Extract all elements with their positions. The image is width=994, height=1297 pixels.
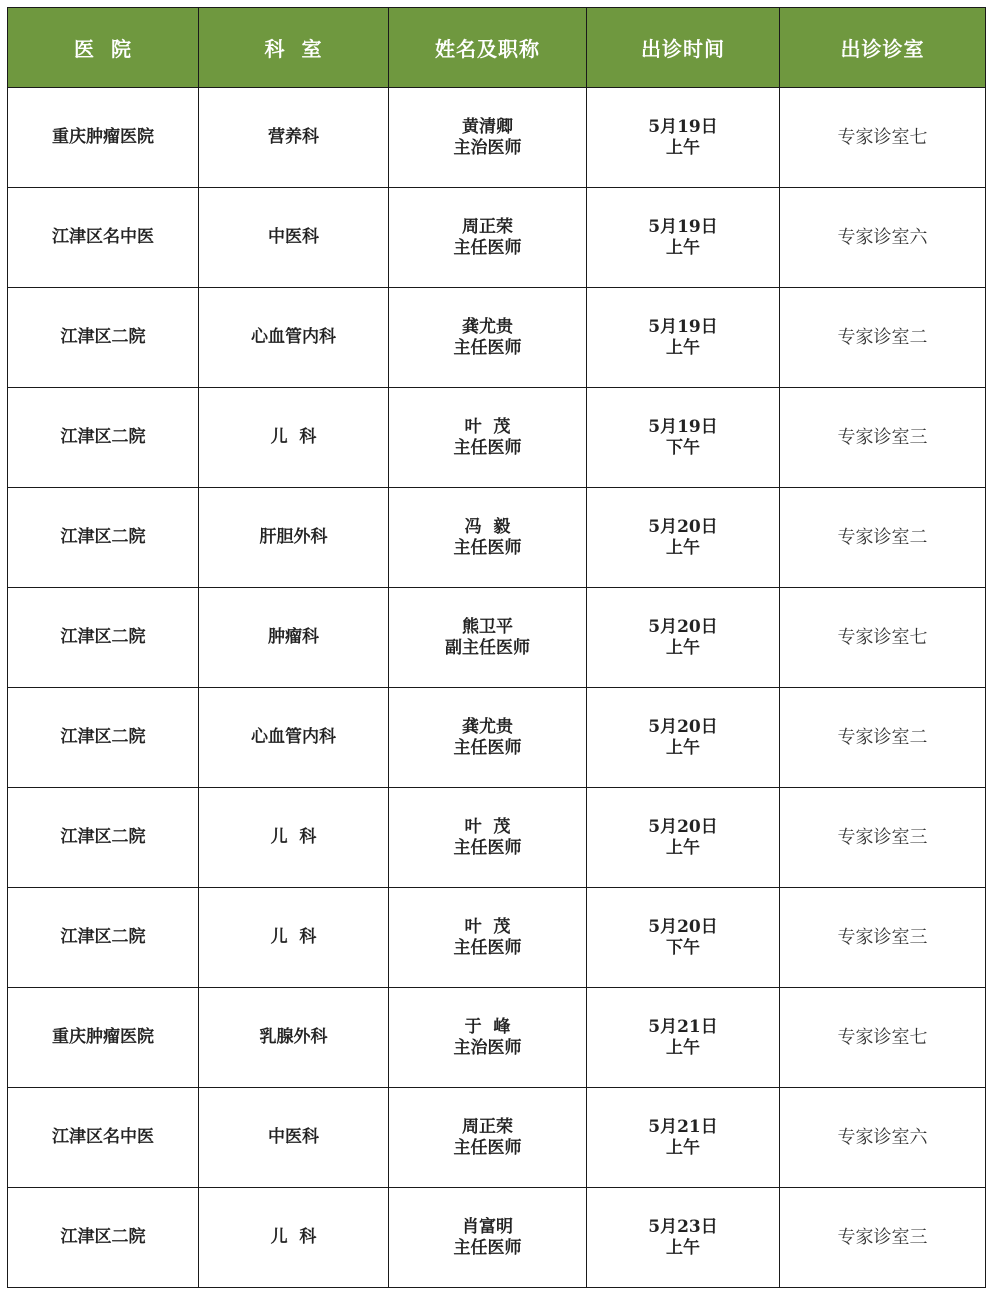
doctor-title: 副主任医师 — [445, 637, 530, 658]
clinic-date: 5月20日 — [648, 816, 718, 837]
doctor-title: 主任医师 — [453, 437, 522, 458]
time-cell — [587, 88, 780, 188]
doctor-name: 冯 毅 — [464, 516, 511, 537]
doctor-cell — [389, 288, 587, 388]
clinic-date: 5月19日 — [648, 316, 718, 337]
clinic-period: 上午 — [666, 837, 700, 858]
department-cell: 心血管内科 — [199, 288, 389, 388]
clinic-date: 5月20日 — [648, 716, 718, 737]
schedule-table — [7, 7, 986, 1288]
doctor-title: 主任医师 — [453, 537, 522, 558]
header-hospital: 医 院 — [8, 8, 199, 88]
header-room: 出诊诊室 — [780, 8, 986, 88]
department-cell: 中医科 — [199, 188, 389, 288]
room-cell: 专家诊室三 — [780, 888, 986, 988]
clinic-period: 上午 — [666, 237, 700, 258]
doctor-name: 黄清卿 — [462, 116, 513, 137]
room-cell: 专家诊室三 — [780, 788, 986, 888]
clinic-date: 5月21日 — [648, 1116, 718, 1137]
hospital-cell: 江津区二院 — [8, 388, 199, 488]
room-cell: 专家诊室三 — [780, 388, 986, 488]
time-cell — [587, 388, 780, 488]
doctor-title: 主任医师 — [453, 1237, 522, 1258]
table-row — [8, 1188, 986, 1288]
doctor-name: 于 峰 — [464, 1016, 511, 1037]
time-cell — [587, 1088, 780, 1188]
clinic-period: 上午 — [666, 1237, 700, 1258]
room-cell: 专家诊室六 — [780, 1088, 986, 1188]
department-cell: 乳腺外科 — [199, 988, 389, 1088]
department-cell: 儿 科 — [199, 388, 389, 488]
clinic-period: 上午 — [666, 1037, 700, 1058]
department-cell: 营养科 — [199, 88, 389, 188]
doctor-title: 主任医师 — [453, 737, 522, 758]
clinic-date: 5月20日 — [648, 616, 718, 637]
time-cell — [587, 188, 780, 288]
clinic-period: 上午 — [666, 1137, 700, 1158]
room-cell: 专家诊室七 — [780, 588, 986, 688]
time-cell — [587, 588, 780, 688]
doctor-title: 主任医师 — [453, 1137, 522, 1158]
hospital-cell: 江津区二院 — [8, 488, 199, 588]
table-body — [8, 88, 986, 1288]
doctor-cell — [389, 388, 587, 488]
room-cell: 专家诊室六 — [780, 188, 986, 288]
hospital-cell: 江津区二院 — [8, 1188, 199, 1288]
doctor-name: 周正荣 — [462, 1116, 513, 1137]
hospital-cell: 江津区二院 — [8, 888, 199, 988]
room-cell: 专家诊室七 — [780, 88, 986, 188]
department-cell: 心血管内科 — [199, 688, 389, 788]
doctor-cell — [389, 988, 587, 1088]
department-cell: 肿瘤科 — [199, 588, 389, 688]
department-cell: 肝胆外科 — [199, 488, 389, 588]
hospital-cell: 重庆肿瘤医院 — [8, 88, 199, 188]
clinic-date: 5月19日 — [648, 116, 718, 137]
table-row — [8, 188, 986, 288]
header-department: 科 室 — [199, 8, 389, 88]
room-cell: 专家诊室二 — [780, 488, 986, 588]
clinic-period: 上午 — [666, 337, 700, 358]
doctor-cell — [389, 188, 587, 288]
header-row — [8, 8, 986, 88]
clinic-date: 5月19日 — [648, 216, 718, 237]
clinic-period: 下午 — [666, 937, 700, 958]
clinic-date: 5月21日 — [648, 1016, 718, 1037]
doctor-name: 龚尤贵 — [462, 716, 513, 737]
doctor-cell — [389, 688, 587, 788]
doctor-cell — [389, 88, 587, 188]
table-header — [8, 8, 986, 88]
time-cell — [587, 988, 780, 1088]
hospital-cell: 江津区二院 — [8, 688, 199, 788]
table-row — [8, 588, 986, 688]
clinic-period: 下午 — [666, 437, 700, 458]
clinic-date: 5月19日 — [648, 416, 718, 437]
table-row — [8, 388, 986, 488]
clinic-period: 上午 — [666, 137, 700, 158]
table-row — [8, 288, 986, 388]
department-cell: 中医科 — [199, 1088, 389, 1188]
doctor-name: 肖富明 — [462, 1216, 513, 1237]
clinic-period: 上午 — [666, 737, 700, 758]
room-cell: 专家诊室二 — [780, 288, 986, 388]
time-cell — [587, 888, 780, 988]
doctor-title: 主治医师 — [453, 1037, 522, 1058]
doctor-title: 主任医师 — [453, 237, 522, 258]
doctor-cell — [389, 488, 587, 588]
time-cell — [587, 288, 780, 388]
doctor-title: 主治医师 — [453, 137, 522, 158]
department-cell: 儿 科 — [199, 888, 389, 988]
department-cell: 儿 科 — [199, 788, 389, 888]
doctor-name: 龚尤贵 — [462, 316, 513, 337]
time-cell — [587, 788, 780, 888]
table-row — [8, 88, 986, 188]
table-row — [8, 488, 986, 588]
table-row — [8, 988, 986, 1088]
table-row — [8, 888, 986, 988]
room-cell: 专家诊室二 — [780, 688, 986, 788]
clinic-period: 上午 — [666, 637, 700, 658]
doctor-title: 主任医师 — [453, 337, 522, 358]
department-cell: 儿 科 — [199, 1188, 389, 1288]
room-cell: 专家诊室三 — [780, 1188, 986, 1288]
header-time: 出诊时间 — [587, 8, 780, 88]
clinic-date: 5月20日 — [648, 916, 718, 937]
time-cell — [587, 488, 780, 588]
table-row — [8, 788, 986, 888]
doctor-cell — [389, 788, 587, 888]
clinic-date: 5月23日 — [648, 1216, 718, 1237]
doctor-name: 熊卫平 — [462, 616, 513, 637]
header-doctor: 姓名及职称 — [389, 8, 587, 88]
time-cell — [587, 688, 780, 788]
hospital-cell: 江津区名中医 — [8, 1088, 199, 1188]
table-row — [8, 688, 986, 788]
doctor-name: 叶 茂 — [464, 416, 511, 437]
hospital-cell: 江津区二院 — [8, 588, 199, 688]
doctor-title: 主任医师 — [453, 937, 522, 958]
clinic-date: 5月20日 — [648, 516, 718, 537]
doctor-cell — [389, 1188, 587, 1288]
hospital-cell: 江津区名中医 — [8, 188, 199, 288]
doctor-name: 叶 茂 — [464, 916, 511, 937]
doctor-cell — [389, 588, 587, 688]
hospital-cell: 江津区二院 — [8, 788, 199, 888]
room-cell: 专家诊室七 — [780, 988, 986, 1088]
hospital-cell: 重庆肿瘤医院 — [8, 988, 199, 1088]
time-cell — [587, 1188, 780, 1288]
doctor-title: 主任医师 — [453, 837, 522, 858]
doctor-cell — [389, 1088, 587, 1188]
doctor-name: 叶 茂 — [464, 816, 511, 837]
doctor-cell — [389, 888, 587, 988]
doctor-name: 周正荣 — [462, 216, 513, 237]
hospital-cell: 江津区二院 — [8, 288, 199, 388]
table-row — [8, 1088, 986, 1188]
clinic-period: 上午 — [666, 537, 700, 558]
